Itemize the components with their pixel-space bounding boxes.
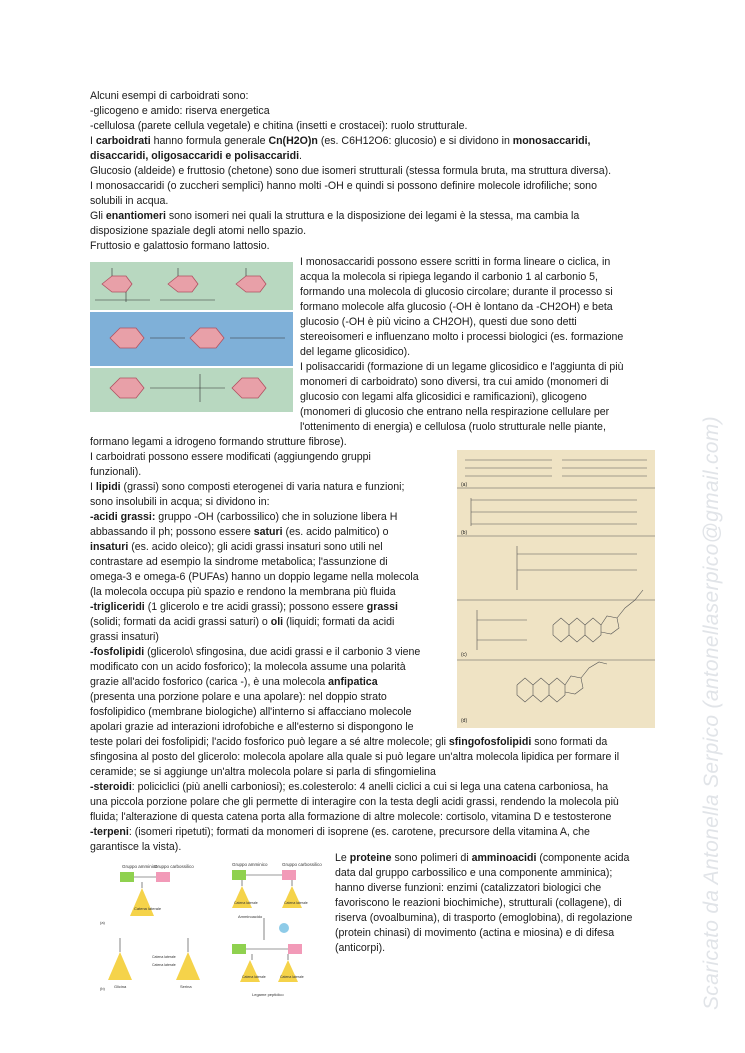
carbohydrate-illustration (90, 262, 293, 412)
lipidi-line: contrastare ad esempio la sindrome metabolica; l'assunzione di (90, 556, 388, 568)
right-paragraph-line: l'ottenimento di energia) e cellulosa (ruolo strutturale nelle piante, (300, 421, 606, 433)
proteine-line: favoriscono le reazioni biochimiche), strutturali (collagene), di (335, 897, 622, 909)
proteine-line: (protein chinasi) di movimento (actina e miosina) e di difesa (335, 927, 615, 939)
lipidi-line: (presenta una porzione polare e una apolare): nel doppio strato (90, 691, 387, 703)
amino-group-box (120, 872, 134, 882)
label-glicina: Glicina (114, 984, 127, 989)
label-catena-laterale: Catena laterale (234, 901, 258, 905)
enantiomeri-line: Gli enantiomeri sono isomeri nei quali la struttura e la disposizione dei legami è la stessa, ma cambia la (90, 210, 580, 222)
lipidi-line: abbassando il ph; possono essere saturi (es. acido palmitico) o (90, 526, 389, 538)
panel-label-b: (b) (461, 530, 468, 536)
paragraph-line: sfingosina al posto del glicerolo: molecola apolare alla quale si può legare un'altra molecola lipidica per formare il (90, 751, 620, 763)
right-paragraph-line: acqua la molecola si ripiega legando il carbonio 1 al carbonio 5, (300, 271, 598, 283)
label-catena-laterale: Catena laterale (134, 906, 162, 911)
panel-label-c: (c) (461, 652, 467, 658)
lipidi-line: insaturi (es. acido oleico); gli acidi grassi insaturi sono utili nel (90, 541, 383, 553)
proteine-line: data dal gruppo carbossilico e una componente amminica); (335, 867, 613, 879)
lipidi-line: (solidi; formati da acidi grassi saturi) o oli (liquidi; formati da acidi (90, 616, 395, 628)
panel-label-a: (a) (100, 920, 105, 925)
label-catena-laterale: Catena laterale (242, 975, 266, 979)
lipid-figure (457, 450, 655, 728)
label-gruppo-amminico: Gruppo amminico (232, 862, 268, 867)
right-paragraph-line: del legame glicosidico). (300, 346, 411, 358)
amino-acid-illustration (92, 858, 329, 1000)
lipidi-line: sono insolubili in acqua; si dividono in: (90, 496, 270, 508)
paragraph-line: garantisce la vista). (90, 841, 182, 853)
paragraph-line: I carboidrati possono essere modificati (aggiungendo gruppi (90, 451, 371, 463)
paragraph-line: -terpeni: (isomeri ripetuti); formati da monomeri di isoprene (es. carotene, precursore della vitamina A, che (90, 826, 590, 838)
right-paragraph-line: I polisaccaridi (formazione di un legame glicosidico e l'aggiunta di più (300, 361, 624, 373)
label-catena-laterale: Catena laterale (152, 963, 176, 967)
right-paragraph-line: formando una molecola di glucosio circolare; durante il processo si (300, 286, 613, 298)
amino-group-box (232, 944, 246, 954)
carboidrati-line: disaccaridi, oligosaccaridi e polisaccaridi. (90, 150, 302, 162)
lipidi-line: grassi insaturi) (90, 631, 159, 643)
proteine-line: (anticorpi). (335, 942, 386, 954)
lipidi-line: -acidi grassi: gruppo -OH (carbossilico) che in soluzione libera H (90, 511, 398, 523)
paragraph-line: Glucosio (aldeide) e fruttosio (chetone) sono due isomeri strutturali (stessa formula bruta, ma struttura diversa). (90, 165, 612, 177)
lipidi-line: -trigliceridi (1 glicerolo e tre acidi grassi); possono essere grassi (90, 601, 398, 613)
lipidi-line: fosfolipidico (membrane biologiche) all'interno si affacciano molecole (90, 706, 412, 718)
proteine-line: riserva (ovoalbumina), di trasporto (emoglobina), di regolazione (335, 912, 633, 924)
paragraph-line: funzionali). (90, 466, 142, 478)
proteine-line: Le proteine sono polimeri di amminoacidi (componente acida (335, 852, 630, 864)
amino-group-box (232, 870, 246, 880)
label-gruppo-carbossilico: Gruppo carbossilico (282, 862, 322, 867)
watermark: Scaricato da Antonella Serpico (antonellaserpico@gmail.com) (700, 416, 723, 1010)
right-paragraph-line: glucosio con legami alfa glicosidici e ramificazioni), glicogeno (300, 391, 587, 403)
amino-acid-figure (92, 858, 329, 1000)
figure-background (457, 450, 655, 728)
water-molecule (279, 923, 289, 933)
intro-line: -glicogeno e amido: riserva energetica (90, 105, 270, 117)
label-gruppo-amminico: Gruppo amminico (122, 864, 158, 869)
right-paragraph-line: monomeri di carboidrato) sono diversi, tra cui amido (monomeri di (300, 376, 609, 388)
paragraph-line: formano legami a idrogeno formando strutture fibrose). (90, 436, 347, 448)
carboxyl-group-box (156, 872, 170, 882)
intro-line: -cellulosa (parete cellula vegetale) e chitina (insetti e crostacei): ruolo strutturale. (90, 120, 468, 132)
carboxyl-group-box (288, 944, 302, 954)
lipid-illustration (457, 450, 655, 728)
paragraph-line: teste polari dei fosfolipidi; l'acido fosforico può legare a sé altre molecole; gli sfingofosfolipidi sono formati da (90, 736, 608, 748)
lipidi-line: -fosfolipidi (glicerolo\ sfingosina, due acidi grassi e il carbonio 3 viene (90, 646, 421, 658)
lipidi-line: I lipidi (grassi) sono composti eterogenei di varia natura e funzioni; (90, 481, 405, 493)
right-paragraph-line: stereoisomeri e influenzano molto i processi biologici (es. formazione (300, 331, 624, 343)
paragraph-line: fluida; l'alterazione di questa catena porta alla formazione di altre molecole: cortisolo, vitamina D e testosterone (90, 811, 612, 823)
label-catena-laterale: Catena laterale (280, 975, 304, 979)
right-paragraph-line: glucosio (-OH è più vicino a CH2OH), questi due sono detti (300, 316, 577, 328)
label-serina: Serina (180, 984, 192, 989)
lipidi-line: apolari grazie ad interazioni idrofobiche e all'esterno si dispongono le (90, 721, 414, 733)
right-paragraph-line: (monomeri di glucosio che entrano nella respirazione cellulare per (300, 406, 610, 418)
paragraph-line: I monosaccaridi (o zuccheri semplici) hanno molti -OH e quindi si possono definire molecole idrofiliche; sono (90, 180, 597, 192)
label-legame-peptidico: Legame peptidico (252, 992, 284, 997)
intro-line: Alcuni esempi di carboidrati sono: (90, 90, 249, 102)
label-amminoacido: Amminoacido (238, 914, 263, 919)
lipidi-line: grazie all'acido fosforico (carica -), è una molecola anfipatica (90, 676, 378, 688)
carbohydrate-figure (90, 262, 293, 412)
label-catena-laterale: Catena laterale (152, 955, 176, 959)
label-gruppo-carbossilico: Gruppo carbossilico (154, 864, 194, 869)
panel-label-b: (b) (100, 986, 105, 991)
lipidi-line: (la molecola occupa più spazio e rendono la membrana più fluida (90, 586, 396, 598)
enantiomeri-line: disposizione spaziale degli atomi nello spazio. (90, 225, 307, 237)
panel-label-d: (d) (461, 718, 468, 724)
right-paragraph-line: formano molecole alfa glucosio (-OH è lontano da -CH2OH) e beta (300, 301, 613, 313)
label-catena-laterale: Catena laterale (284, 901, 308, 905)
paragraph-line: ceramide; se si aggiunge un'altra molecola polare si parla di sfingomielina (90, 766, 436, 778)
fruttosio-line: Fruttosio e galattosio formano lattosio. (90, 240, 270, 252)
carboxyl-group-box (282, 870, 296, 880)
lipidi-line: modificato con un acido fosforico); la molecola assume una polarità (90, 661, 406, 673)
lipidi-line: omega-3 e omega-6 (PUFAs) hanno un doppio legame nella molecola (90, 571, 419, 583)
proteine-line: hanno diverse funzioni: enzimi (catalizzatori biologici che (335, 882, 602, 894)
right-paragraph-line: I monosaccaridi possono essere scritti in forma lineare o ciclica, in (300, 256, 611, 268)
panel-label-a: (a) (461, 482, 468, 488)
paragraph-line: -steroidi: policiclici (più anelli carboniosi); es.colesterolo: 4 anelli ciclici a cui si lega una catena carboniosa, ha (90, 781, 609, 793)
carboidrati-line: I carboidrati hanno formula generale Cn(H2O)n (es. C6H12O6: glucosio) e si dividono in monosaccaridi, (90, 135, 591, 147)
paragraph-line: solubili in acqua. (90, 195, 169, 207)
paragraph-line: una piccola porzione polare che gli permette di interagire con la testa degli acidi grassi, rendendo la molecola più (90, 796, 619, 808)
